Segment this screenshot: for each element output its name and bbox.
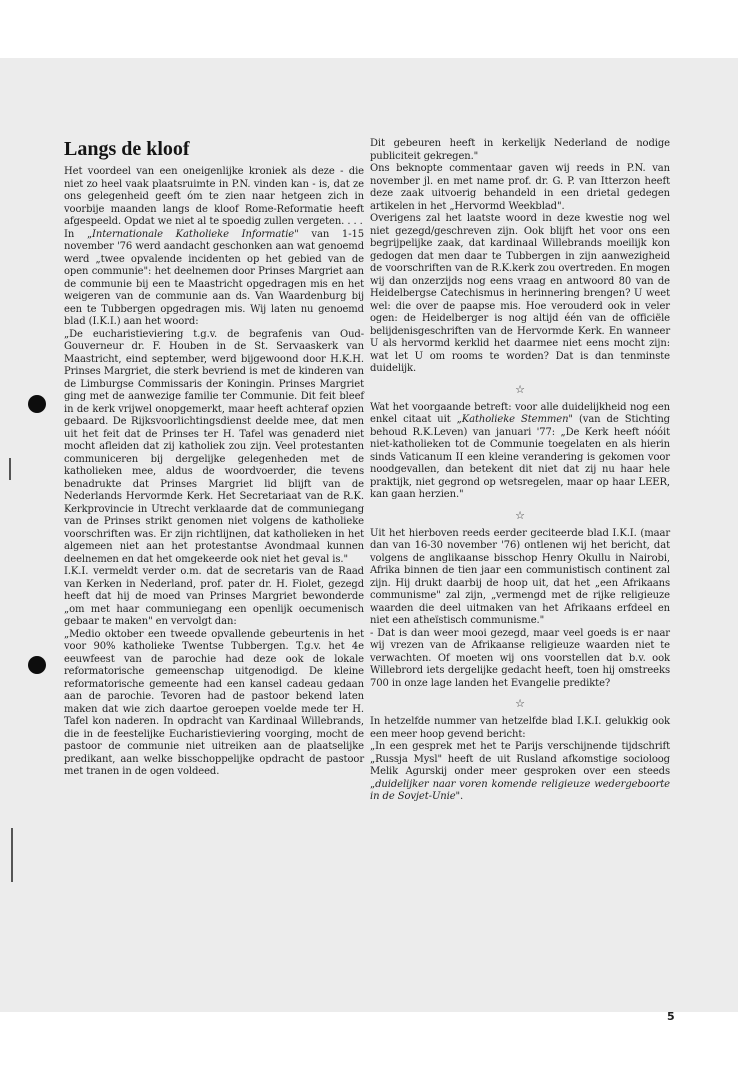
text-run: " (van de Stichting behoud R.K.Leven) van januari '77: „De Kerk heeft nóóit niet-katholieken tot de Communie toegelaten en als hierin sinds Vaticanum II een kleine verandering is gekomen voor noodgevallen, dan betekent dit niet dat zij nu haar hele praktijk, niet gegrond op wetsregelen, maar op haar LEER, kan gaan herzien." [370, 414, 670, 500]
text-run: „Medio oktober een tweede opvallende gebeurtenis in het voor 90% katholieke Twentse Tubbergen. T.g.v. het 4e eeuwfeest van de parochie had deze ook de lokale reformatorische gemeenschap uitgenodigd. De kleine reformatorische gemeente had een kansel cadeau gedaan aan de parochie. Tevoren had de pastoor bekend laten maken dat wie zich daartoe geroepen voelde mede ter H. Tafel kon naderen. In opdracht van Kardinaal Willebrands, die in de feestelijke Eucharistieviering voorging, mocht de pastoor de communie niet uitreiken aan de plaatselijke predikant, aan welke bisschoppelijke opdracht de pastoor met tranen in de ogen voldeed. [64, 628, 364, 777]
text-run: Wat het voorgaande betreft: voor alle duidelijkheid nog een enkel citaat uit „ [370, 401, 670, 425]
text-run: I.K.I. vermeldt verder o.m. dat de secretaris van de Raad van Kerken in Nederland, prof. pater dr. H. Fiolet, gezegd heeft dat hij de moed van Prinses Margriet bewonderde „om met haar communiegang een openlijk oecumenisch gebaar te maken" en vervolgt dan: [64, 566, 364, 627]
right-section-1 [370, 138, 670, 376]
article-title: Langs de kloof [64, 138, 190, 160]
paragraph [370, 628, 670, 691]
paragraph [370, 741, 670, 804]
text-run: Het voordeel van een oneigenlijke kroniek als deze - die niet zo heel vaak plaatsruimte in P.N. vinden kan - is, dat ze ons gelegenheid geeft óm te zien naar hetgeen zich in voorbije maanden langs de kloof Rome-Reformatie heeft afgespeeld. Opdat we niet al te spoedig zullen vergeten. . . . [64, 166, 364, 227]
binder-hole [28, 395, 46, 413]
scan-edge-mark [9, 458, 11, 480]
page-number: 5 [667, 1010, 675, 1023]
text-run: " van 1-15 november '76 werd aandacht geschonken aan wat genoemd werd „twee opvalende incidenten op het gebied van de open communie": het deelnemen door Prinses Margriet aan de communie bij een te Maastricht opgedragen mis en het weigeren van de communie aan ds. Van Waardenburg bij een te Tubbergen opgedragen mis. Wij laten nu genoemd blad (I.K.I.) aan het woord: [64, 228, 364, 327]
paragraph [370, 402, 670, 502]
right-section-4 [370, 716, 670, 804]
italic-title: Internationale Katholieke Informatie [92, 228, 295, 240]
star-separator: ☆ [515, 697, 525, 710]
right-column [370, 138, 670, 804]
text-run: Ons beknopte commentaar gaven wij reeds in P.N. van november jl. en met name prof. dr. G. P. van Itterzon heeft deze zaak uitvoerig behandeld in een drietal gedegen artikelen in het „Hervormd Weekblad". [370, 163, 670, 212]
text-run: In hetzelfde nummer van hetzelfde blad I.K.I. gelukkig ook een meer hoop gevend bericht: [370, 716, 670, 740]
text-run: - Dat is dan weer mooi gezegd, maar veel goeds is er naar wij vrezen van de Afrikaanse religieuze waarden niet te verwachten. Of moeten wij ons voorstellen dat b.v. ook Willebrord iets dergelijke gedacht heeft, toen hij omstreeks 700 in onze lage landen het Evangelie predikte? [370, 627, 670, 689]
text-run: In „ [64, 228, 93, 240]
paragraph [64, 329, 364, 567]
text-run: „De eucharistieviering t.g.v. de begrafenis van Oud-Gouverneur dr. F. Houben in de St. Servaaskerk van Maastricht, eind september, werd bijgewoond door H.K.H. Prinses Margriet, die sterk bevriend is met de kinderen van de Limburgse Commissaris der Koningin. Prinses Margriet ging met de aanwezige familie ter Communie. Dit feit bleef in de kerk vrijwel onopgemerkt, maar heeft achteraf opzien gebaard. De Rijksvoorlichtingsdienst deelde mee, dat men uit het feit dat de Prinses ter H. Tafel was genaderd niet mocht afleiden dat zij katholiek zou zijn. Veel protestanten communiceren bij dergelijke gelegenheden met de katholieken mee, aldus de woordvoerder, die tevens benadrukte dat Prinses Margriet lid blijft van de Nederlands Hervormde Kerk. Het Secretariaat van de R.K. Kerkprovincie in Utrecht verklaarde dat de communiegang van de Prinses strikt genomen niet volgens de katholieke voorschriften was. Er zijn richtlijnen, dat katholieken in het algemeen niet aan het protestantse Avondmaal kunnen deelnemen en dat het omgekeerde ook niet het geval is." [64, 328, 364, 565]
text-run: ". [455, 791, 464, 802]
star-separator: ☆ [515, 382, 525, 396]
binder-hole [28, 656, 46, 674]
italic-title: duidelijker naar voren komende religieuze wedergeboorte in de Sovjet-Unie [370, 778, 670, 802]
text-run: Dit gebeuren heeft in kerkelijk Nederland de nodige publiciteit gekregen." [370, 138, 670, 162]
text-run: Uit het hierboven reeds eerder geciteerde blad I.K.I. (maar dan van 16-30 november '76) ontlenen wij het bericht, dat volgens de anglikaanse bisschop Henry Okullu in Nairobi, Afrika binnen de tien jaar een communistisch continent zal zijn. Hij drukt daarbij de hoop uit, dat het „een Afrikaans communisme" zal zijn, „vermengd met de rijke religieuze waarden die deel uitmaken van het Afrikaans erfdeel en niet een atheïstisch communisme." [370, 527, 670, 626]
magazine-page [0, 58, 738, 1023]
paragraph [64, 629, 364, 779]
paragraph [370, 528, 670, 628]
text-run: „In een gesprek met het te Parijs verschijnende tijdschrift „Russja Mysl" heeft de uit Rusland afkomstige socioloog Melik Agurskij onder meer gesproken over een steeds „ [370, 741, 670, 790]
paragraph [64, 229, 364, 329]
paragraph [370, 138, 670, 163]
right-section-3 [370, 528, 670, 691]
paragraph [370, 163, 670, 213]
paragraph [370, 716, 670, 741]
paragraph [370, 213, 670, 376]
paragraph [64, 166, 364, 229]
left-column [64, 166, 364, 779]
italic-title: Katholieke Stemmen [461, 414, 569, 425]
text-run: Overigens zal het laatste woord in deze kwestie nog wel niet gezegd/geschreven zijn. Ook blijft het voor ons een begrijpelijke zaak, dat kardinaal Willebrands moeilijk kon gedogen dat men daar te Tubbergen in zijn aanwezigheid de voorschriften van de R.K.kerk zou overtreden. En mogen wij dan onzerzijds nog eens vraag en antwoord 80 van de Heidelbergse Catechismus in herinnering brengen? U weet wel: die over de paapse mis. Hoe verouderd ook in veler ogen: de Heidelberger is nog altijd één van de officiële belijdenisgeschriften van de Hervormde Kerk. En wanneer U als hervormd kerklid het daarmee niet eens mocht zijn: wat let U om rooms te worden? Dat is dan tenminste duidelijk. [370, 213, 670, 374]
paragraph [64, 566, 364, 629]
scan-edge-mark [11, 828, 13, 882]
star-separator: ☆ [515, 508, 525, 522]
right-section-2 [370, 402, 670, 502]
